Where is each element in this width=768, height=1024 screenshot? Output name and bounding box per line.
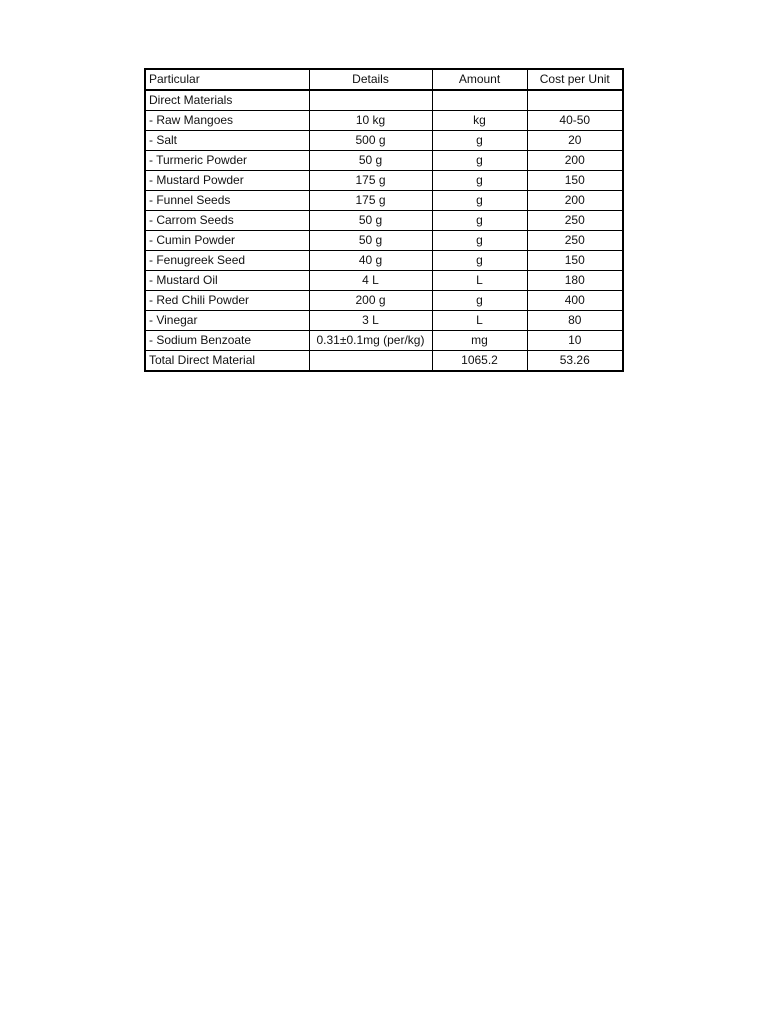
table-row <box>145 331 623 351</box>
cell-details: 0.31±0.1mg (per/kg) <box>309 331 432 351</box>
cell-cost: 150 <box>527 171 623 191</box>
cell-details: 175 g <box>309 191 432 211</box>
direct-materials-table <box>144 68 624 372</box>
header-details: Details <box>309 69 432 90</box>
cell-amount: g <box>432 251 527 271</box>
cell-amount: g <box>432 291 527 311</box>
cell-details: 10 kg <box>309 111 432 131</box>
cell-amount: L <box>432 271 527 291</box>
table-row <box>145 171 623 191</box>
cell-particular: - Cumin Powder <box>145 231 309 251</box>
table-row <box>145 111 623 131</box>
cell-amount: g <box>432 171 527 191</box>
cell-cost: 150 <box>527 251 623 271</box>
total-details <box>309 351 432 372</box>
cell-cost: 200 <box>527 151 623 171</box>
table-row <box>145 211 623 231</box>
table-row <box>145 251 623 271</box>
total-row <box>145 351 623 372</box>
cell-particular: - Turmeric Powder <box>145 151 309 171</box>
section-label: Direct Materials <box>145 90 309 111</box>
cell-amount: g <box>432 191 527 211</box>
cell-cost: 180 <box>527 271 623 291</box>
table-header-row <box>145 69 623 90</box>
section-empty-cell <box>309 90 432 111</box>
section-row <box>145 90 623 111</box>
header-amount: Amount <box>432 69 527 90</box>
cell-cost: 40-50 <box>527 111 623 131</box>
table-row <box>145 231 623 251</box>
header-cost-per-unit: Cost per Unit <box>527 69 623 90</box>
cell-details: 50 g <box>309 211 432 231</box>
cell-amount: g <box>432 231 527 251</box>
cell-particular: - Salt <box>145 131 309 151</box>
cell-details: 40 g <box>309 251 432 271</box>
total-label: Total Direct Material <box>145 351 309 372</box>
cell-cost: 200 <box>527 191 623 211</box>
cell-particular: - Carrom Seeds <box>145 211 309 231</box>
section-empty-cell <box>527 90 623 111</box>
cell-particular: - Funnel Seeds <box>145 191 309 211</box>
cell-cost: 20 <box>527 131 623 151</box>
cell-details: 50 g <box>309 151 432 171</box>
table-row <box>145 191 623 211</box>
cell-amount: g <box>432 151 527 171</box>
cell-details: 175 g <box>309 171 432 191</box>
table-row <box>145 271 623 291</box>
cell-cost: 10 <box>527 331 623 351</box>
table-row <box>145 291 623 311</box>
cell-amount: g <box>432 211 527 231</box>
cell-amount: L <box>432 311 527 331</box>
table-row <box>145 311 623 331</box>
cell-particular: - Mustard Oil <box>145 271 309 291</box>
cell-details: 4 L <box>309 271 432 291</box>
cell-amount: mg <box>432 331 527 351</box>
header-particular: Particular <box>145 69 309 90</box>
cell-details: 50 g <box>309 231 432 251</box>
cell-particular: - Raw Mangoes <box>145 111 309 131</box>
cell-particular: - Red Chili Powder <box>145 291 309 311</box>
cell-cost: 400 <box>527 291 623 311</box>
cell-particular: - Mustard Powder <box>145 171 309 191</box>
table-row <box>145 151 623 171</box>
total-cost: 53.26 <box>527 351 623 372</box>
cell-cost: 250 <box>527 231 623 251</box>
total-amount: 1065.2 <box>432 351 527 372</box>
cell-details: 3 L <box>309 311 432 331</box>
cell-cost: 250 <box>527 211 623 231</box>
cell-details: 200 g <box>309 291 432 311</box>
cell-particular: - Vinegar <box>145 311 309 331</box>
cell-particular: - Fenugreek Seed <box>145 251 309 271</box>
cell-details: 500 g <box>309 131 432 151</box>
cell-cost: 80 <box>527 311 623 331</box>
cell-amount: kg <box>432 111 527 131</box>
cell-particular: - Sodium Benzoate <box>145 331 309 351</box>
table-row <box>145 131 623 151</box>
section-empty-cell <box>432 90 527 111</box>
cell-amount: g <box>432 131 527 151</box>
